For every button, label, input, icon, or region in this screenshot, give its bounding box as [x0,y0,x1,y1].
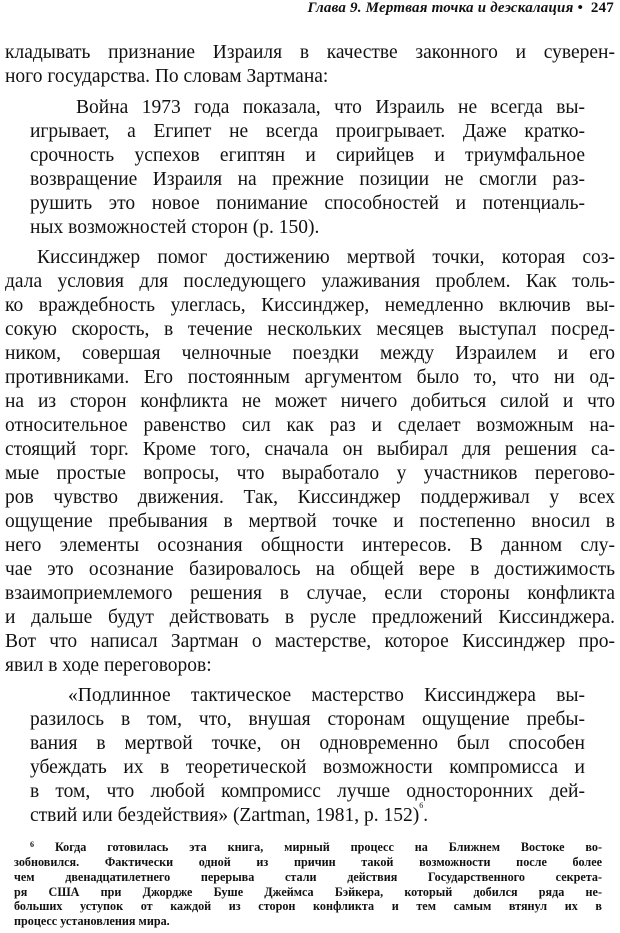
body-text: ником, совершая челночные поездки между Израилем и его [5,343,615,364]
quote-text: возвращение Израиля на прежние позиции не смогли раз- [30,169,585,190]
quote-line [0,801,620,831]
body-text: мые простые вопросы, что выработало у участников перегово- [5,463,615,484]
quote-line [0,213,620,243]
body-text: него элементы осознания общности интересов. В данном слу- [5,535,615,556]
quote-text: в том, что любой компромисс лучше односторонних дей- [30,781,585,802]
body-text: ного государства. По словам Зартмана: [5,66,329,87]
body-text: Киссинджер помог достижению мертвой точки, которая соз- [37,247,615,268]
footnote-text: процесс установления мира. [14,914,170,929]
footnote-line [0,870,620,885]
body-text: явил в ходе переговоров: [5,655,212,676]
quote-last-line [30,801,585,831]
quote-text: Война 1973 года показала, что Израиль не всегда вы- [76,97,585,118]
body-text: чае это осознание базировалось на общей вере в достижимость [5,559,615,580]
body-text: взаимоприемлемого решения в случае, если стороны конфликта [5,583,615,604]
footnote-text: зобновился. Фактически одной из причин такой возможности после более [14,854,602,869]
footnote-line [0,840,620,855]
page-number: 247 [590,0,614,16]
footnote-mark: 6 [30,840,34,849]
chapter-title: Глава 9. Мертвая точка и деэскалация [307,0,574,16]
footnote-line [0,855,620,870]
running-header [308,0,614,17]
footnote-text: ря США при Джордже Буше Джеймса Бэйкера, который добился ряда не- [14,884,602,899]
quote-text: «Подлинное тактическое мастерство Киссинджера вы- [68,685,585,706]
quote-text: вания в мертвой точке, он одновременно был способен [30,733,585,754]
header-separator: • [577,0,583,16]
body-text: кладывать признание Израиля в качестве законного и суверен- [5,42,615,63]
body-text: стоящий торг. Кроме того, сначала он выбирал для решения са- [5,439,615,460]
footnote-line [0,914,620,929]
body-text: и дальше будут действовать в русле предложений Киссинджера. [5,607,615,628]
footnote-reference[interactable]: 6 [419,801,424,810]
quote-text: ных возможностей сторон (р. 150). [30,217,320,238]
quote-text: ствий или бездействия» (Zartman, 1981, р. 152) [30,805,420,826]
footnote-text: чем двенадцатилетнего перерыва стали действия Государственного секрета- [14,869,602,884]
quote-text: игрывает, а Египет не всегда проигрывает. Даже кратко- [30,121,585,142]
footnote-first-line [30,840,602,855]
body-text: относительное равенство сил как раз и сделает возможным на- [5,415,615,436]
text-line [0,62,620,92]
text-line [0,651,620,681]
footnote-text: больших уступок от каждой из сторон конфликта и тем самым втянул их в [14,899,602,914]
body-text: ров чувство движения. Так, Киссинджер поддерживал у всех [5,487,615,508]
body-text: Вот что написал Зартман о мастерстве, которое Киссинджер про- [5,631,615,652]
quote-text: срочность успехов египтян и сирийцев и триумфальное [30,145,585,166]
quote-end-punct: . [423,805,429,826]
body-text: дала условия для последующего улаживания проблем. Как толь- [5,271,615,292]
body-text: на из сторон конфликта не может ничего добиться силой и что [5,391,615,412]
body-text: ощущение пребывания в мертвой точке и постепенно вносил в [5,511,615,532]
body-text: противниками. Его постоянным аргументом было то, что ни од- [5,367,615,388]
footnote-line [0,899,620,914]
quote-text: рушить это новое понимание способностей и потенциаль- [30,193,585,214]
body-text: ко враждебность улеглась, Киссинджер, немедленно включив вы- [5,295,615,316]
quote-text: убеждать их в теоретической возможности компромисса и [30,757,585,778]
body-text: сокую скорость, в течение нескольких месяцев выступал посред- [5,319,615,340]
quote-text: разилось в том, что, внушая сторонам ощущение пребы- [30,709,585,730]
footnote-text: Когда готовилась эта книга, мирный процесс на Ближнем Востоке во- [54,840,602,854]
footnote-line [0,885,620,900]
